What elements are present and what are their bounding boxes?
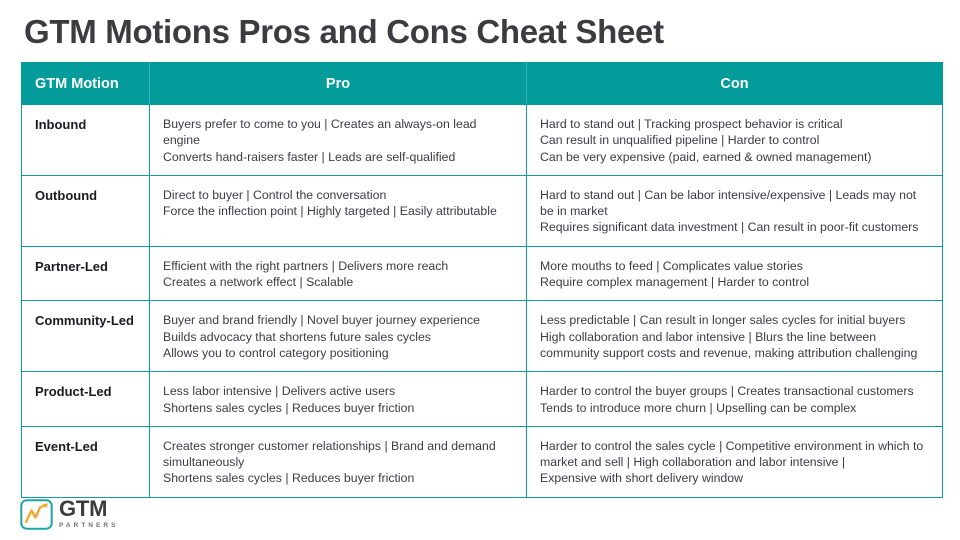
con-cell [527,372,943,427]
con-cell [527,175,943,246]
con-cell [527,426,943,497]
detail-line: Force the inflection point | Highly targeted | Easily attributable [163,204,497,219]
logo-tagline: PARTNERS [59,522,119,529]
con-cell [527,105,943,176]
table-row [22,175,943,246]
pro-cell [150,246,527,301]
logo-text [59,498,118,530]
detail-line: Allows you to control category positioning [163,345,389,360]
detail-line: Builds advocacy that shortens future sales cycles [163,329,431,344]
detail-line: More mouths to feed | Complicates value stories [540,258,803,273]
gtm-partners-logo [20,498,118,530]
detail-line: Creates a network effect | Scalable [163,275,354,290]
detail-line: Shortens sales cycles | Reduces buyer friction [163,471,415,486]
table-row [22,246,943,301]
table-row [22,105,943,176]
motion-name-cell: Event-Led [22,426,150,497]
table-row [22,372,943,427]
detail-line: Requires significant data investment | Can result in poor-fit customers [540,220,919,235]
detail-line: Harder to control the buyer groups | Creates transactional customers [540,384,914,399]
gtm-chart-arrow-icon [20,499,53,530]
detail-line: Converts hand-raisers faster | Leads are self-qualified [163,149,456,164]
detail-line: High collaboration and labor intensive | Blurs the line between community support costs and revenue, making attribution challenging [540,329,918,360]
detail-line: Can be very expensive (paid, earned & owned management) [540,149,872,164]
table-row [22,301,943,372]
detail-line: Less labor intensive | Delivers active users [163,384,396,399]
motion-name-cell: Product-Led [22,372,150,427]
table-header-row [22,63,943,105]
detail-line: Can result in unqualified pipeline | Harder to control [540,133,820,148]
detail-line: Hard to stand out | Tracking prospect behavior is critical [540,117,843,131]
detail-line: Shortens sales cycles | Reduces buyer friction [163,400,415,415]
detail-line: Require complex management | Harder to control [540,275,810,290]
pro-cell [150,426,527,497]
detail-line: Less predictable | Can result in longer sales cycles for initial buyers [540,313,906,328]
con-cell [527,246,943,301]
detail-line: Harder to control the sales cycle | Competitive environment in which to market and sell | High collaboration and labor intensive | [540,438,924,470]
column-header-gtm-motion: GTM Motion [22,63,150,105]
motion-name-cell: Community-Led [22,301,150,372]
column-header-pro: Pro [150,63,527,105]
motion-name-cell: Inbound [22,105,150,176]
table-header [22,63,943,105]
detail-line: Tends to introduce more churn | Upselling can be complex [540,400,857,415]
detail-line: Hard to stand out | Can be labor intensive/expensive | Leads may not be in market [540,187,917,219]
logo-wordmark: GTM [59,496,108,521]
motion-name-cell: Partner-Led [22,246,150,301]
detail-line: Buyer and brand friendly | Novel buyer journey experience [163,313,480,328]
detail-line: Direct to buyer | Control the conversation [163,187,387,202]
table-row [22,426,943,497]
column-header-con: Con [527,63,943,105]
detail-line: Efficient with the right partners | Delivers more reach [163,258,449,273]
motion-name-cell: Outbound [22,175,150,246]
gtm-motions-table [21,62,943,498]
detail-line: Creates stronger customer relationships | Brand and demand simultaneously [163,438,496,470]
pro-cell [150,372,527,427]
con-cell [527,301,943,372]
pro-cell [150,105,527,176]
detail-line: Buyers prefer to come to you | Creates an always-on lead engine [163,117,477,148]
pro-cell [150,175,527,246]
detail-line: Expensive with short delivery window [540,471,743,486]
pro-cell [150,301,527,372]
table-body [22,105,943,498]
page-title: GTM Motions Pros and Cons Cheat Sheet [24,13,664,50]
